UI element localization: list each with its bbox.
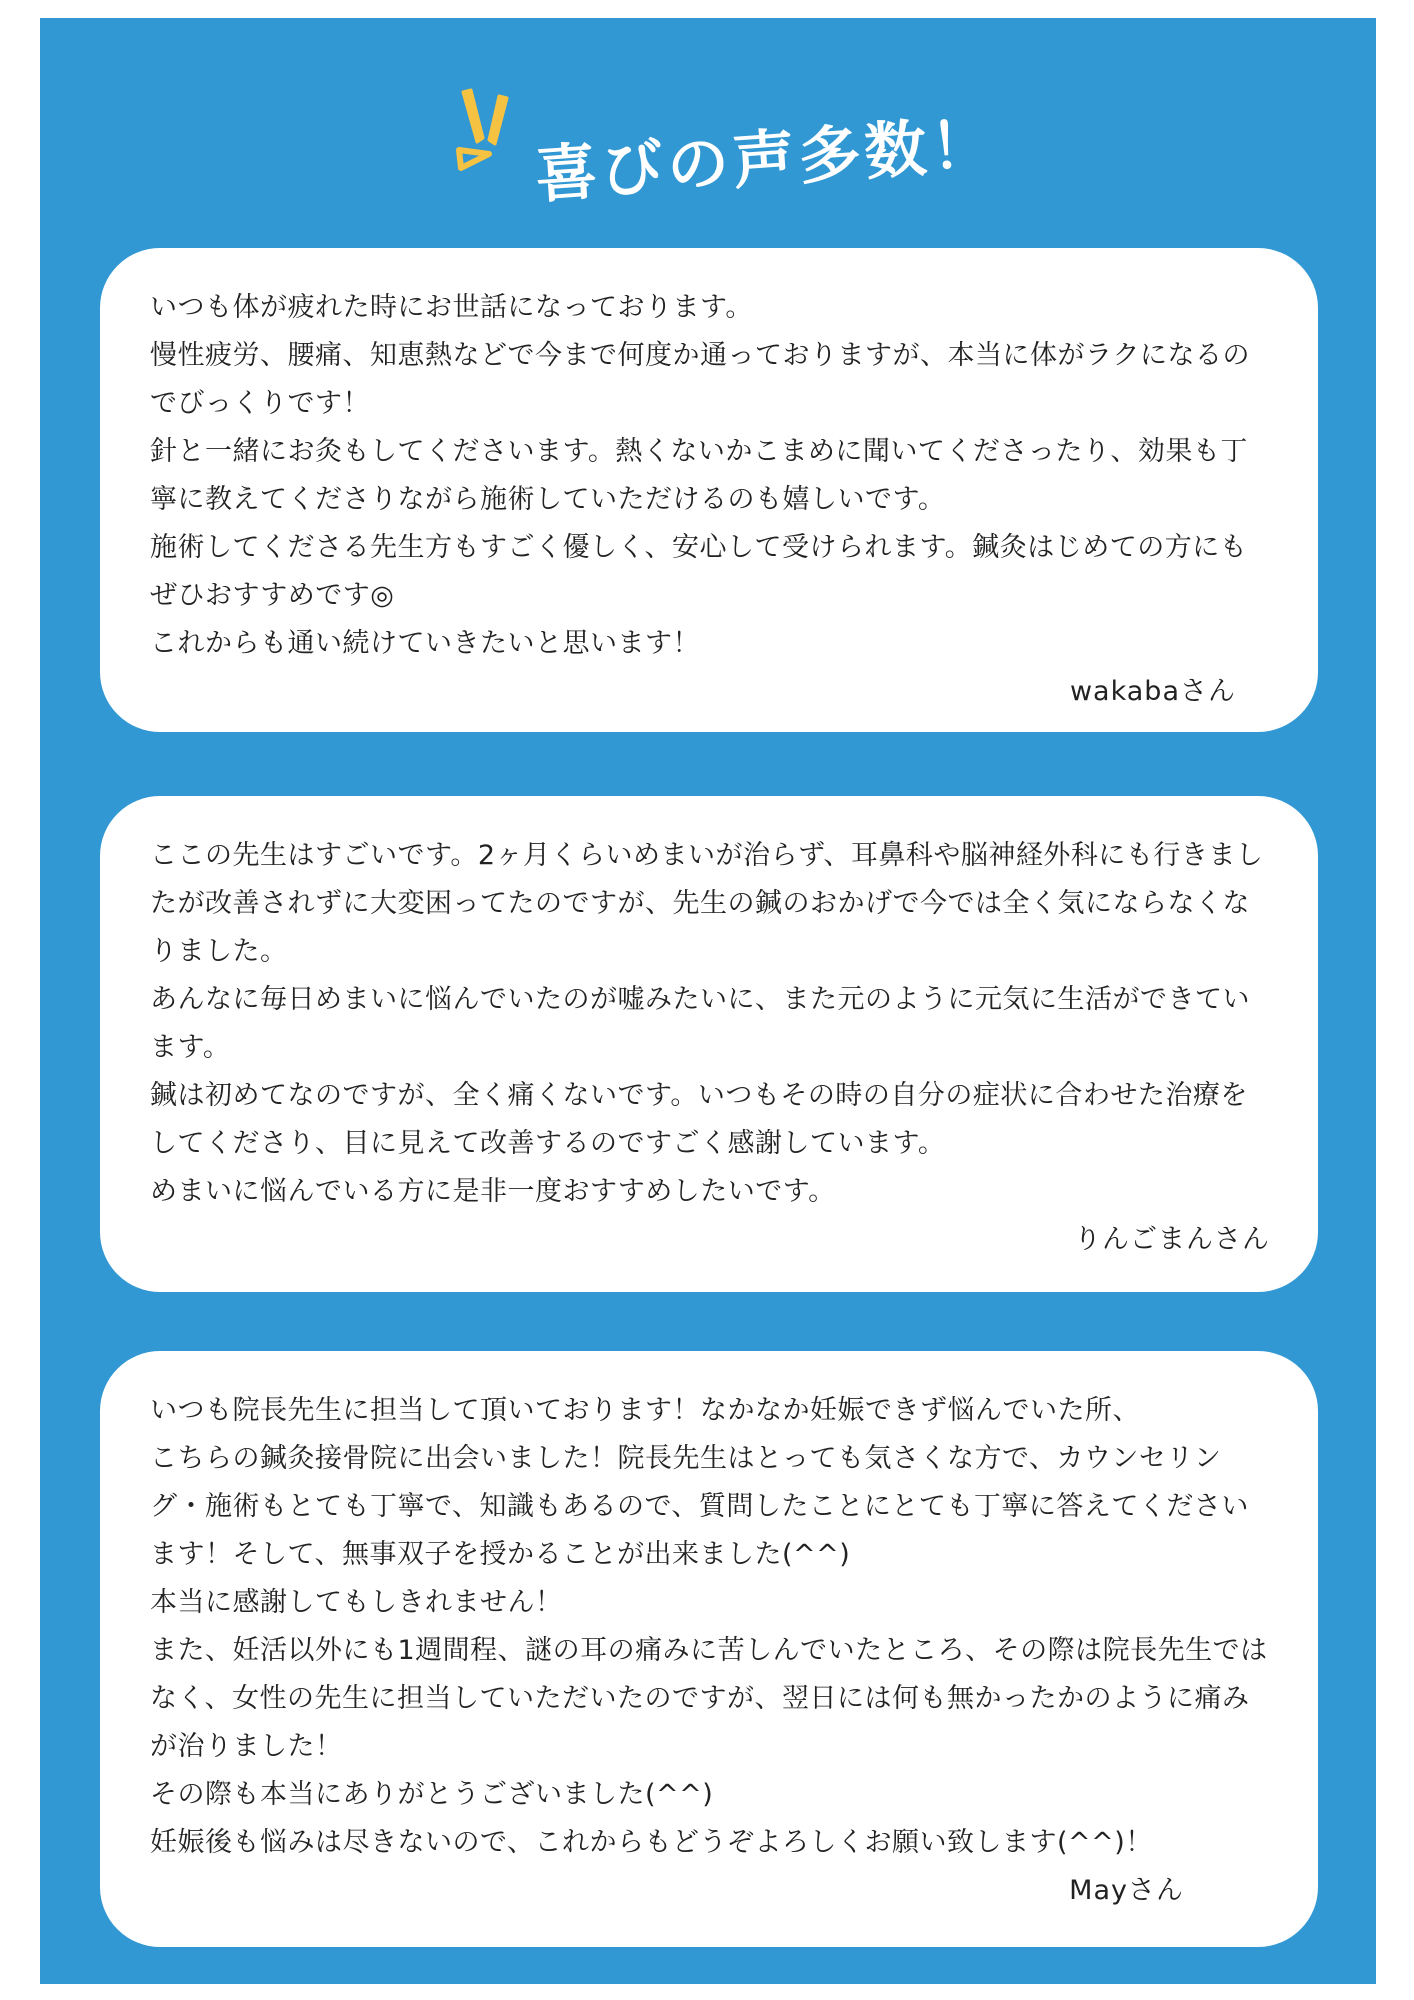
testimonial-paragraph: 施術してくださる先生方もすごく優しく、安心して受けられます。鍼灸はじめての方にもぜひおすすめです◎ [150,532,1248,611]
testimonial-paragraph: 本当に感謝してもしきれません！ [150,1587,563,1618]
testimonial-paragraph: こちらの鍼灸接骨院に出会いました！院長先生はとっても気さくな方で、カウンセリング・施術もとても丁寧で、知識もあるので、質問したことにとても丁寧に答えてくださいます！そして、無事双子を授かることが出来ました(^^) [150,1443,1249,1570]
testimonial-card-ringoman [100,796,1318,1292]
testimonial-paragraph: いつも院長先生に担当して頂いております！なかなか妊娠できず悩んでいた所、 [150,1395,1140,1426]
sparkle-icon [455,88,535,178]
testimonial-author: Mayさん [1069,1875,1184,1906]
testimonial-paragraph: その際も本当にありがとうございました(^^) [150,1779,714,1810]
testimonial-paragraph: また、妊活以外にも1週間程、謎の耳の痛みに苦しんでいたところ、その際は院長先生ではなく、女性の先生に担当していただいたのですが、翌日には何も無かったかのように痛みが治りました！ [150,1635,1268,1762]
page-title: 喜びの声多数！ [532,106,999,212]
testimonial-author: りんごまんさん [1074,1224,1270,1255]
testimonial-paragraph: 妊娠後も悩みは尽きないので、これからもどうぞよろしくお願い致します(^^)！ [150,1827,1153,1858]
testimonial-card-wakaba [100,248,1318,732]
testimonial-paragraph: いつも体が疲れた時にお世話になっております。 [150,292,753,323]
testimonial-paragraph: これからも通い続けていきたいと思います！ [150,628,700,659]
testimonial-paragraph: めまいに悩んでいる方に是非一度おすすめしたいです。 [150,1176,836,1207]
testimonial-paragraph: ここの先生はすごいです。2ヶ月くらいめまいが治らず、耳鼻科や脳神経外科にも行きましたが改善されずに大変困ってたのですが、先生の鍼のおかげで今では全く気にならなくなりました。 [150,840,1264,967]
testimonial-paragraph: 慢性疲労、腰痛、知恵熱などで今まで何度か通っておりますが、本当に体がラクになるのでびっくりです！ [150,340,1250,419]
testimonial-card-may [100,1351,1318,1947]
page-background [40,18,1376,1984]
testimonial-paragraph: あんなに毎日めまいに悩んでいたのが嘘みたいに、また元のように元気に生活ができています。 [150,984,1250,1063]
testimonial-paragraph: 鍼は初めてなのですが、全く痛くないです。いつもその時の自分の症状に合わせた治療をしてくださり、目に見えて改善するのですごく感謝しています。 [150,1080,1248,1159]
testimonial-paragraph: 針と一緒にお灸もしてくださいます。熱くないかこまめに聞いてくださったり、効果も丁寧に教えてくださりながら施術していただけるのも嬉しいです。 [150,436,1248,515]
testimonial-author: wakabaさん [1069,676,1236,707]
title-area [455,88,1015,228]
